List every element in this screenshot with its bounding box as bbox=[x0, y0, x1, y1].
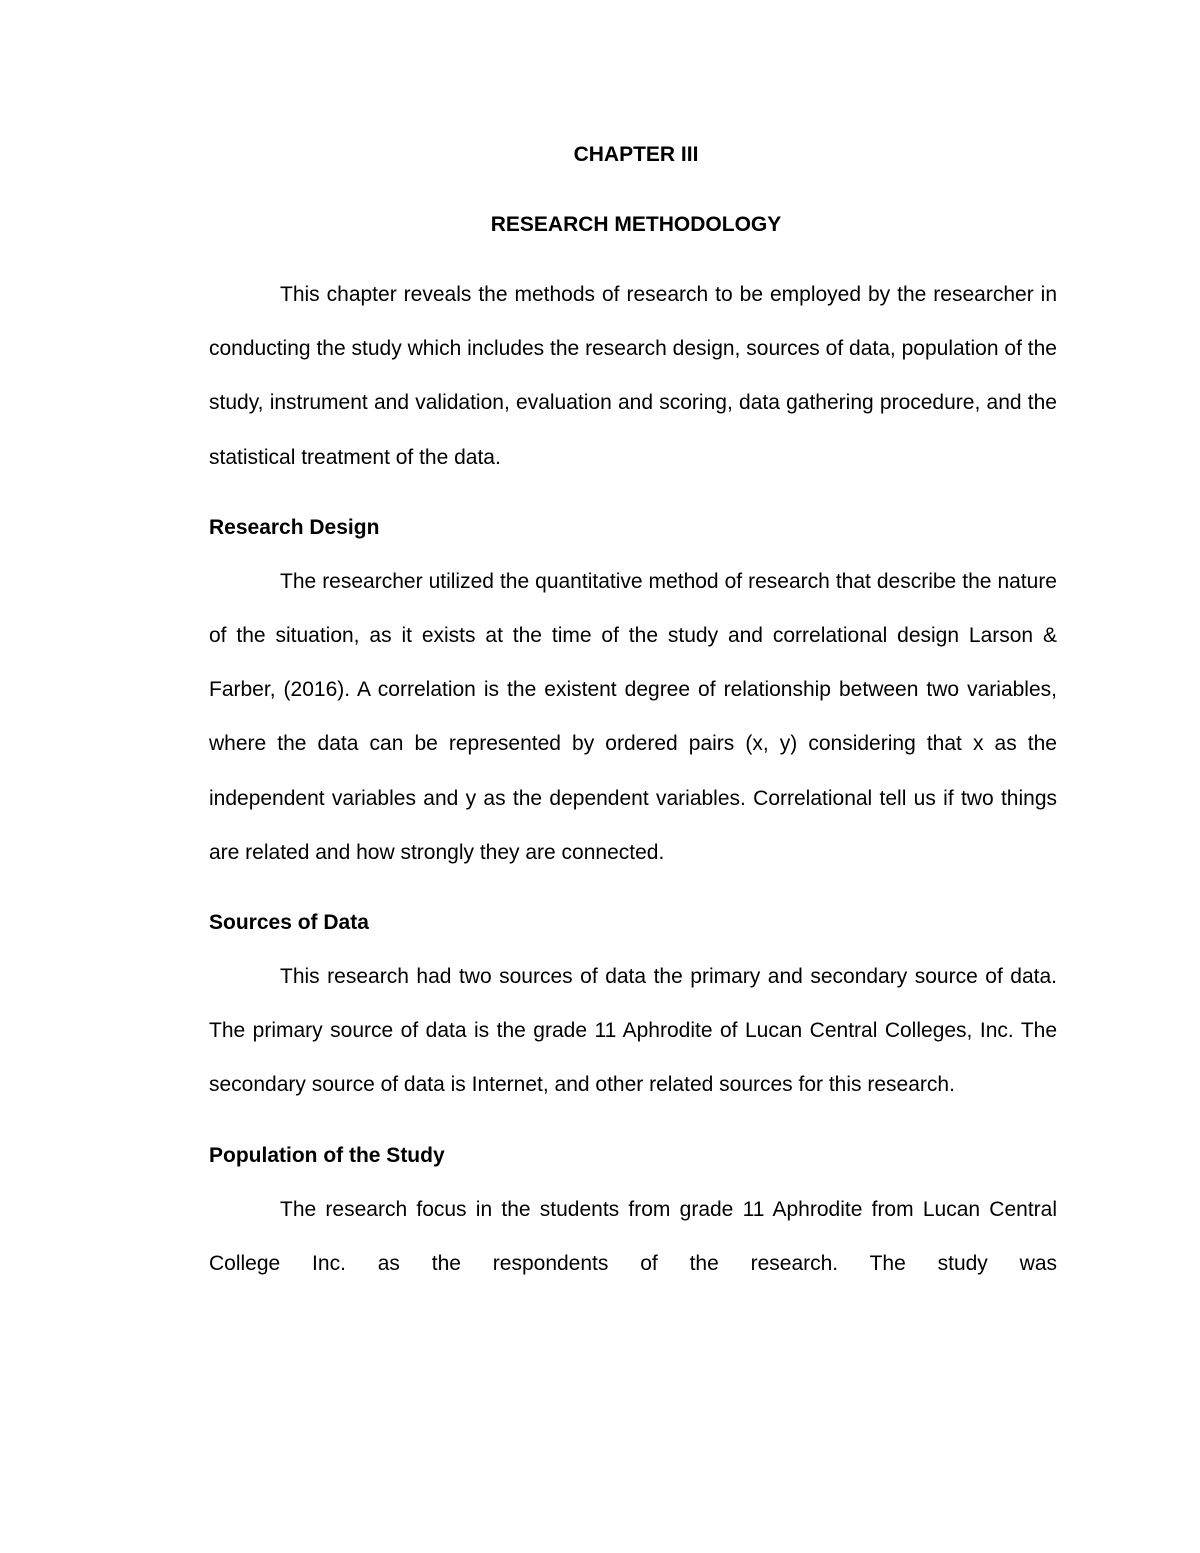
page-content bbox=[209, 128, 1057, 1291]
section-body-population-of-the-study: The research focus in the students from grade 11 Aphrodite from Lucan Central College Inc. as the respondents of the research. The study was bbox=[209, 1197, 1057, 1275]
section-heading-sources-of-data: Sources of Data bbox=[209, 911, 369, 935]
intro-paragraph: This chapter reveals the methods of research to be employed by the researcher in conducting the study which includes the research design, sources of data, population of the study, instrument and validation, evaluation and scoring, data gathering procedure, and the statistical treatment of the data. bbox=[209, 283, 1057, 469]
chapter-title: RESEARCH METHODOLOGY bbox=[490, 213, 782, 236]
section-heading-research-design: Research Design bbox=[209, 515, 380, 539]
section-body-research-design: The researcher utilized the quantitative method of research that describe the nature of the situation, as it exists at the time of the study and correlational design Larson & Farber, (2016). A correlation is the existent degree of relationship between two variables, where the data can be represented by ordered pairs (x, y) considering that x as the independent variables and y as the dependent variables. Correlational tell us if two things are related and how strongly they are connected. bbox=[209, 569, 1057, 864]
section-heading-population-of-the-study: Population of the Study bbox=[209, 1143, 445, 1167]
chapter-number: CHAPTER III bbox=[573, 143, 699, 166]
section-body-sources-of-data: This research had two sources of data the primary and secondary source of data. The primary source of data is the grade 11 Aphrodite of Lucan Central Colleges, Inc. The secondary source of data is Internet, and other related sources for this research. bbox=[209, 965, 1057, 1097]
